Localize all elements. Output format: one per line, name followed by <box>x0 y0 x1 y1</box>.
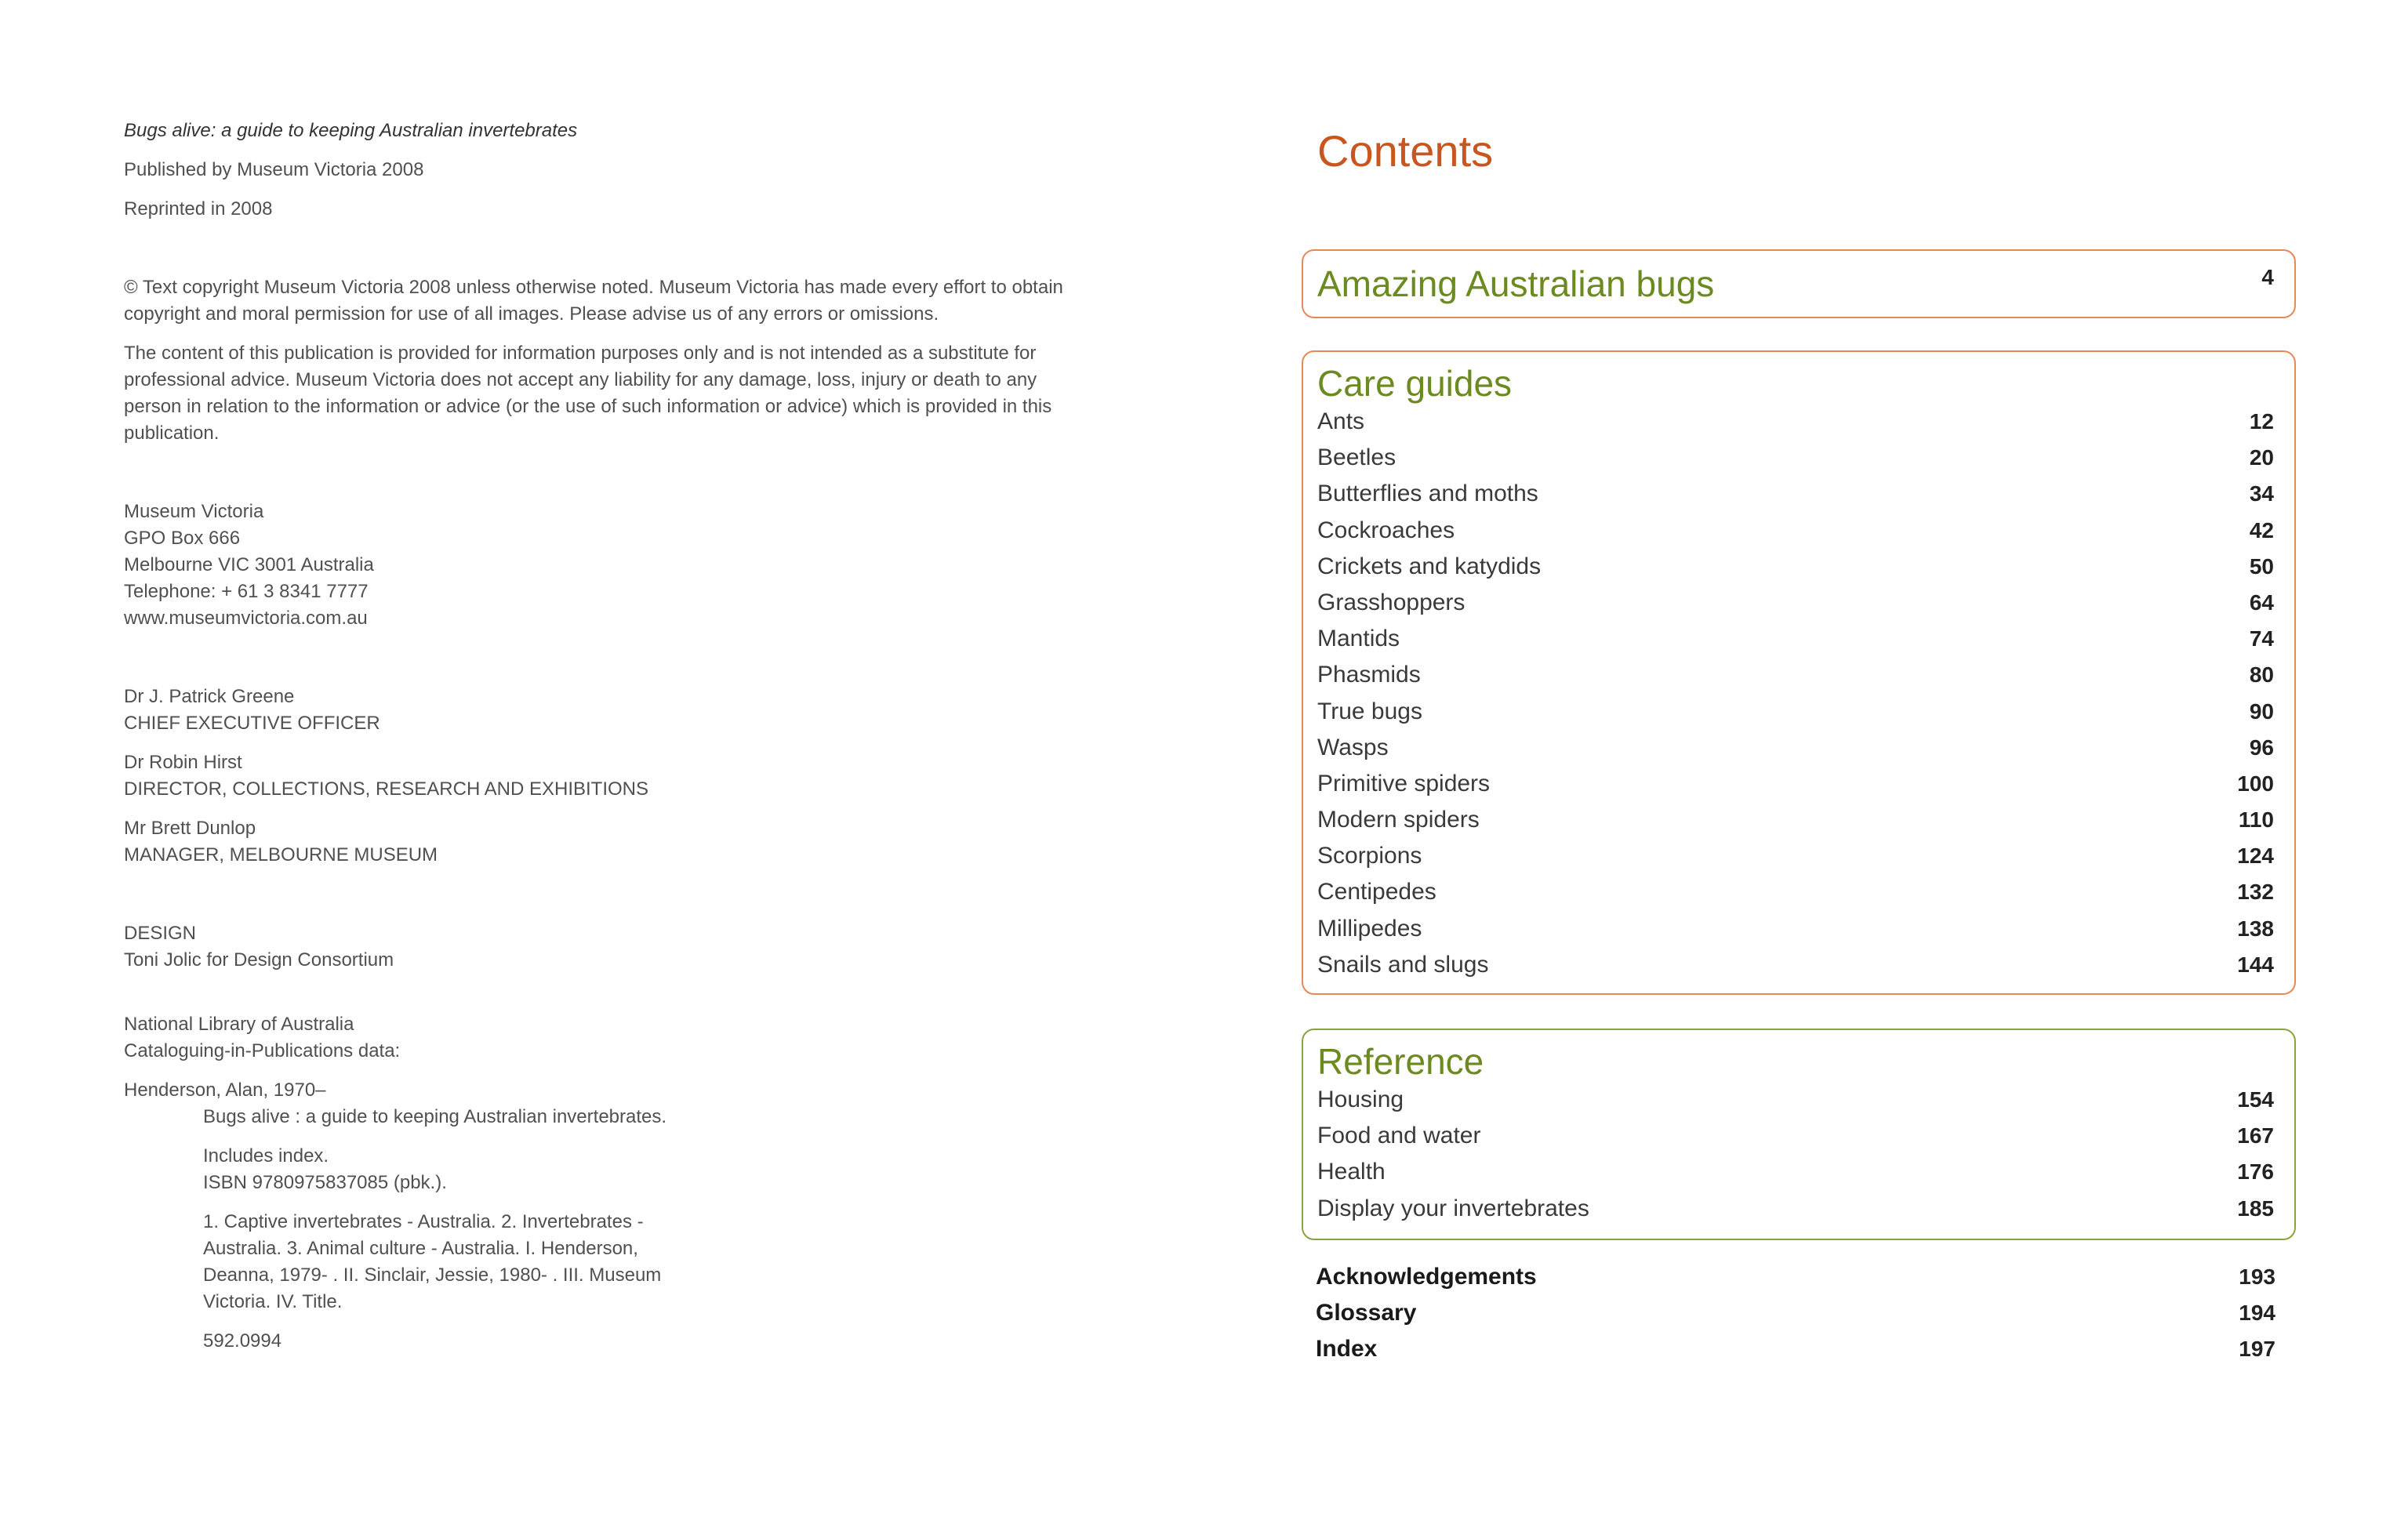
toc-label: Display your invertebrates <box>1317 1195 1589 1221</box>
person-role: MANAGER, MELBOURNE MUSEUM <box>124 844 438 865</box>
person-name: Mr Brett Dunlop <box>124 818 256 839</box>
cip-subjects: 1. Captive invertebrates - Australia. 2. Invertebrates - <box>203 1211 644 1232</box>
toc-label: Snails and slugs <box>1317 951 1489 978</box>
toc-row[interactable] <box>1317 1159 2274 1195</box>
address-phone: Telephone: + 61 3 8341 7777 <box>124 581 369 602</box>
toc-label: Cockroaches <box>1317 517 1455 543</box>
toc-row[interactable] <box>1317 916 2274 952</box>
back-matter-list <box>1316 1264 2275 1373</box>
toc-label: Scorpions <box>1317 843 1422 869</box>
person-name: Dr Robin Hirst <box>124 752 242 773</box>
care-guides-section <box>1302 350 2296 995</box>
toc-row[interactable] <box>1316 1264 2275 1300</box>
toc-row[interactable] <box>1317 807 2274 843</box>
toc-row[interactable] <box>1317 952 2274 988</box>
cip-author: Henderson, Alan, 1970– <box>124 1079 326 1101</box>
reference-list <box>1317 1087 2274 1232</box>
toc-label: Food and water <box>1317 1123 1481 1149</box>
copyright-notice: © Text copyright Museum Victoria 2008 unless otherwise noted. Museum Victoria has made every effort to obtain copyright and moral permission for use of all images. Please advise us of any errors or omissions. <box>124 277 1063 325</box>
cip-subjects: Deanna, 1979- . II. Sinclair, Jessie, 1980- . III. Museum <box>203 1264 662 1286</box>
toc-page: 50 <box>2249 553 2274 579</box>
address-box: GPO Box 666 <box>124 528 241 549</box>
toc-page: 12 <box>2249 409 2274 434</box>
toc-row[interactable] <box>1317 1123 2274 1159</box>
cip-subjects: Australia. 3. Animal culture - Australia. I. Henderson, <box>203 1238 638 1259</box>
toc-page: 34 <box>2249 481 2274 506</box>
person-name: Dr J. Patrick Greene <box>124 686 295 707</box>
toc-row[interactable] <box>1317 626 2274 662</box>
toc-page: 194 <box>2239 1301 2275 1326</box>
toc-label: Ants <box>1317 408 1365 434</box>
toc-page: 42 <box>2249 517 2274 542</box>
toc-page: 96 <box>2249 735 2274 760</box>
toc-page: 90 <box>2249 698 2274 724</box>
address-city: Melbourne VIC 3001 Australia <box>124 554 374 575</box>
people-block <box>124 684 1143 869</box>
toc-row[interactable] <box>1316 1300 2275 1336</box>
toc-label: Modern spiders <box>1317 807 1480 833</box>
toc-label: Index <box>1316 1336 1378 1362</box>
person-role: DIRECTOR, COLLECTIONS, RESEARCH AND EXHIBITIONS <box>124 778 649 800</box>
toc-row[interactable] <box>1317 481 2274 517</box>
toc-row[interactable] <box>1317 1087 2274 1123</box>
toc-page: 80 <box>2249 662 2274 688</box>
toc-page: 193 <box>2239 1264 2275 1289</box>
person-role: CHIEF EXECUTIVE OFFICER <box>124 713 380 734</box>
published-line: Published by Museum Victoria 2008 <box>124 159 424 180</box>
book-title: Bugs alive: a guide to keeping Australian invertebrates <box>124 120 578 141</box>
toc-row[interactable] <box>1317 408 2274 444</box>
toc-label: Millipedes <box>1317 915 1422 942</box>
toc-page: 167 <box>2237 1123 2274 1148</box>
toc-page: 100 <box>2237 771 2274 796</box>
toc-label: Crickets and katydids <box>1317 553 1542 579</box>
toc-label: Grasshoppers <box>1317 589 1466 615</box>
toc-page: 185 <box>2237 1196 2274 1221</box>
toc-label: True bugs <box>1317 698 1422 724</box>
toc-page: 74 <box>2249 626 2274 651</box>
toc-label: Glossary <box>1316 1300 1417 1326</box>
toc-row[interactable] <box>1317 662 2274 698</box>
toc-label: Beetles <box>1317 444 1396 471</box>
toc-row[interactable] <box>1317 590 2274 626</box>
care-guides-list <box>1317 408 2274 988</box>
toc-row[interactable] <box>1317 1196 2274 1232</box>
cip-block <box>124 1011 1143 1355</box>
cip-dewey: 592.0994 <box>203 1330 282 1352</box>
design-label: DESIGN <box>124 923 197 944</box>
care-guides-heading: Care guides <box>1317 363 1513 404</box>
toc-row[interactable] <box>1317 517 2274 553</box>
cip-index: Includes index. <box>203 1145 329 1166</box>
toc-row[interactable] <box>1317 771 2274 807</box>
toc-label: Mantids <box>1317 626 1400 652</box>
toc-page: 138 <box>2237 916 2274 941</box>
disclaimer: The content of this publication is provided for information purposes only and is not intended as a substitute for professional advice. Museum Victoria does not accept any liability for any damage, loss, injury or death to any person in relation to the information or advice (or the use of such information or advice) which is provided in this publication. <box>124 343 1052 444</box>
toc-label: Wasps <box>1317 734 1389 760</box>
toc-label: Phasmids <box>1317 662 1421 688</box>
toc-page: 124 <box>2237 844 2274 869</box>
address-web: www.museumvictoria.com.au <box>124 608 368 629</box>
toc-page: 197 <box>2239 1337 2275 1362</box>
toc-row[interactable] <box>1317 444 2274 481</box>
toc-row[interactable] <box>1317 698 2274 735</box>
toc-page: 64 <box>2249 590 2274 615</box>
imprint-page <box>124 118 1143 1355</box>
toc-page: 154 <box>2237 1087 2274 1112</box>
toc-page: 132 <box>2237 880 2274 905</box>
design-name: Toni Jolic for Design Consortium <box>124 949 394 971</box>
address-block <box>124 499 1143 632</box>
design-credit <box>124 920 1143 974</box>
toc-label: Primitive spiders <box>1317 770 1491 796</box>
toc-page: 176 <box>2237 1159 2274 1185</box>
amazing-section <box>1302 249 2296 318</box>
toc-label: Centipedes <box>1317 879 1436 905</box>
toc-label: Acknowledgements <box>1316 1264 1537 1290</box>
toc-label: Health <box>1317 1159 1386 1185</box>
toc-label: Butterflies and moths <box>1317 481 1538 507</box>
toc-page: 110 <box>2238 807 2274 833</box>
reprinted-line: Reprinted in 2008 <box>124 198 273 220</box>
toc-page: 144 <box>2237 952 2274 977</box>
contents-title: Contents <box>1317 126 1494 176</box>
toc-row[interactable] <box>1317 879 2274 915</box>
reference-section <box>1302 1029 2296 1240</box>
amazing-page-number: 4 <box>2261 265 2274 289</box>
toc-row[interactable] <box>1317 843 2274 879</box>
address-name: Museum Victoria <box>124 501 264 522</box>
toc-page: 20 <box>2249 445 2274 470</box>
cip-subjects: Victoria. IV. Title. <box>203 1291 343 1312</box>
toc-label: Housing <box>1317 1087 1404 1112</box>
cip-line: Cataloguing-in-Publications data: <box>124 1040 401 1061</box>
amazing-heading[interactable]: Amazing Australian bugs <box>1317 263 1715 304</box>
toc-row[interactable] <box>1316 1336 2275 1372</box>
toc-row[interactable] <box>1317 553 2274 590</box>
cip-line: National Library of Australia <box>124 1014 354 1035</box>
cip-title: Bugs alive : a guide to keeping Australian invertebrates. <box>203 1106 667 1127</box>
reference-heading: Reference <box>1317 1041 1484 1082</box>
cip-isbn: ISBN 9780975837085 (pbk.). <box>203 1172 447 1193</box>
toc-row[interactable] <box>1317 735 2274 771</box>
